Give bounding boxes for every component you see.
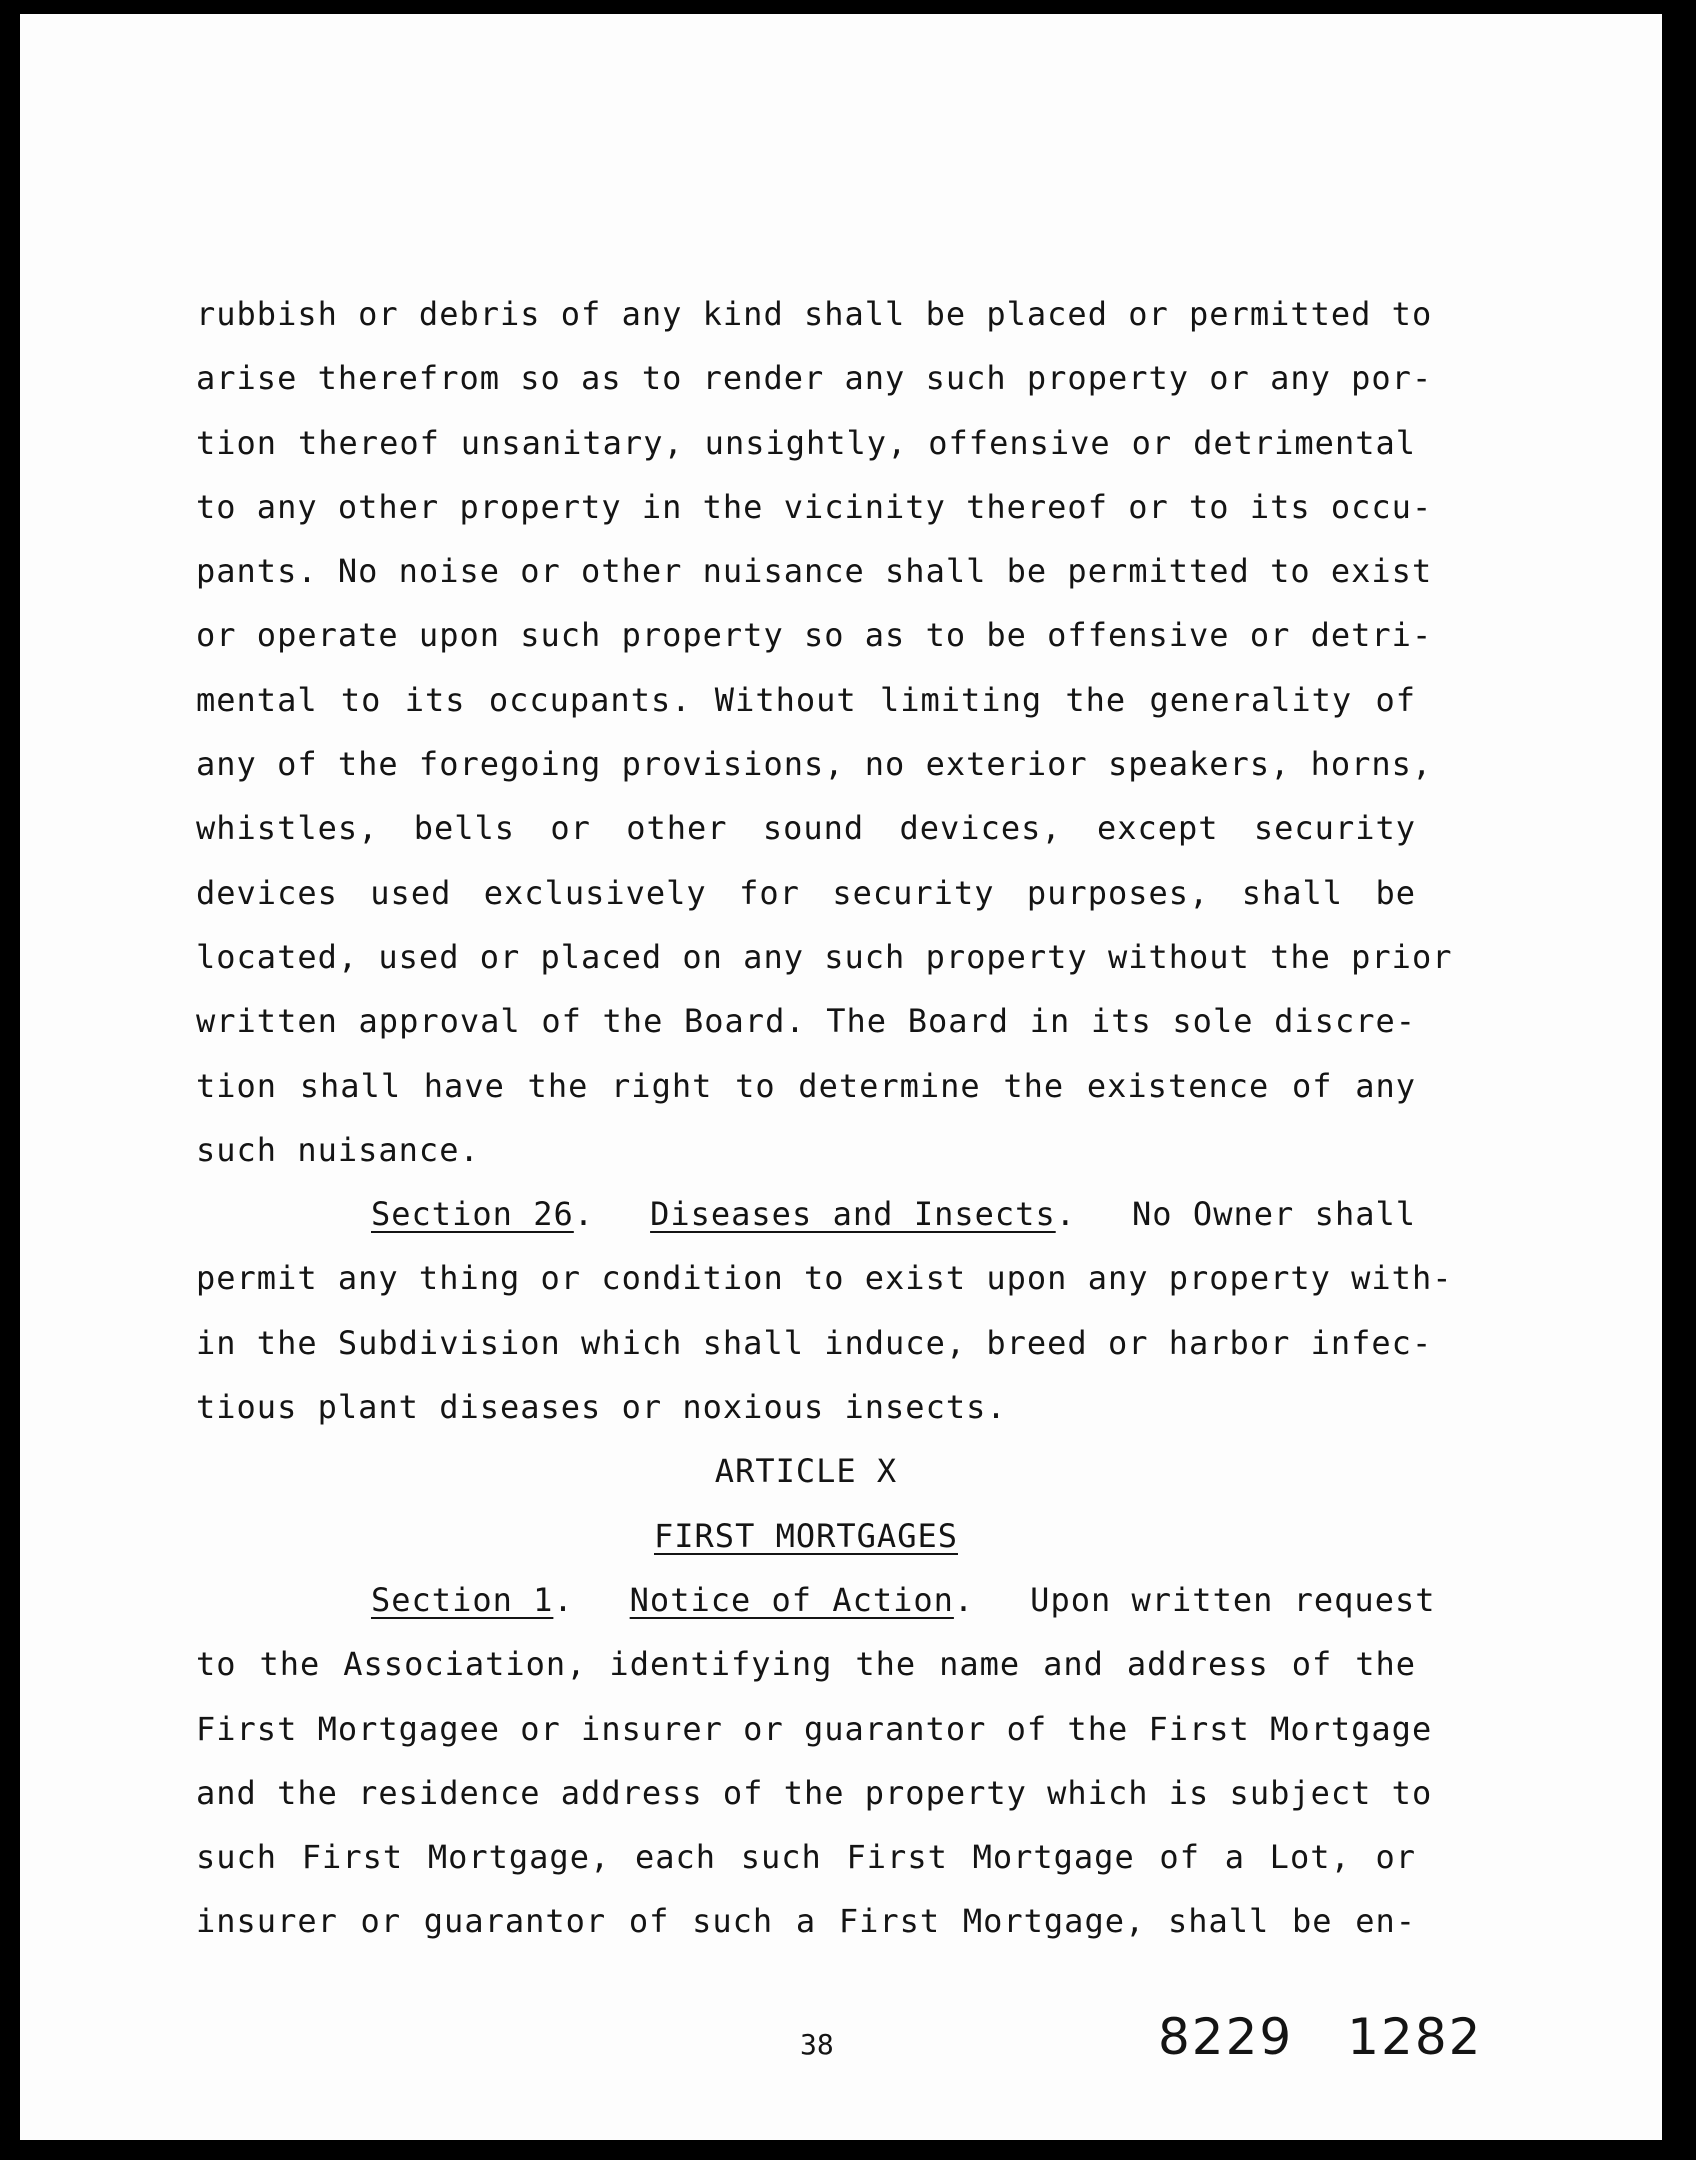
text-line: mental to its occupants. Without limiting the generality of xyxy=(196,680,1416,719)
document-number-a: 8229 xyxy=(1158,2008,1294,2066)
article-title: FIRST MORTGAGES xyxy=(654,1516,958,1555)
article-title-line xyxy=(196,1504,1416,1568)
text-line: such nuisance. xyxy=(196,1130,480,1169)
text-line: and the residence address of the property which is subject to xyxy=(196,1773,1433,1812)
text-line: tion thereof unsanitary, unsightly, offensive or detrimental xyxy=(196,423,1416,462)
section-text: No Owner shall xyxy=(1131,1195,1416,1234)
section-heading-line: Section 1. Notice of Action. Upon written request xyxy=(371,1580,1436,1619)
text-line: written approval of the Board. The Board in its sole discre- xyxy=(196,1002,1416,1041)
document-number-b: 1282 xyxy=(1347,2008,1483,2066)
text-line: insurer or guarantor of such a First Mortgage, shall be en- xyxy=(196,1902,1416,1941)
article-heading: ARTICLE X xyxy=(714,1452,898,1491)
text-line: pants. No noise or other nuisance shall be permitted to exist xyxy=(196,552,1433,591)
text-line: in the Subdivision which shall induce, breed or harbor infec- xyxy=(196,1323,1433,1362)
text-line: rubbish or debris of any kind shall be placed or permitted to xyxy=(196,295,1433,333)
text-line: any of the foregoing provisions, no exterior speakers, horns, xyxy=(196,745,1433,784)
text-line: tious plant diseases or noxious insects. xyxy=(196,1388,1007,1427)
text-line: to any other property in the vicinity thereof or to its occu- xyxy=(196,487,1433,526)
text-line: First Mortgagee or insurer or guarantor of the First Mortgage xyxy=(196,1709,1433,1748)
section-label: Section 1 xyxy=(371,1580,554,1619)
text-line: or operate upon such property so as to be offensive or detri- xyxy=(196,616,1433,655)
text-line: tion shall have the right to determine the existence of any xyxy=(196,1066,1416,1105)
text-line: arise therefrom so as to render any such property or any por- xyxy=(196,359,1433,398)
scan-speck xyxy=(8,4,18,14)
section-title: Diseases and Insects xyxy=(650,1195,1056,1234)
text-line: such First Mortgage, each such First Mortgage of a Lot, or xyxy=(196,1838,1416,1877)
text-line: permit any thing or condition to exist upon any property with- xyxy=(196,1259,1453,1298)
text-line: devices used exclusively for security purposes, shall be xyxy=(196,873,1416,912)
page-number: 38 xyxy=(800,2028,834,2061)
section-heading-line: Section 26. Diseases and Insects. No Owner shall xyxy=(371,1195,1416,1234)
text-line: whistles, bells or other sound devices, except security xyxy=(196,809,1416,848)
section-label: Section 26 xyxy=(371,1195,574,1234)
paragraph-nuisance xyxy=(196,282,1453,1182)
document-number xyxy=(1158,2008,1483,2066)
section-title: Notice of Action xyxy=(629,1580,954,1619)
section-26 xyxy=(196,1182,1453,1439)
text-line: to the Association, identifying the name and address of the xyxy=(196,1645,1416,1684)
section-text: Upon written request xyxy=(1030,1580,1436,1619)
text-line: located, used or placed on any such property without the prior xyxy=(196,937,1453,976)
section-1 xyxy=(196,1568,1436,1954)
document-body xyxy=(196,282,1453,1954)
